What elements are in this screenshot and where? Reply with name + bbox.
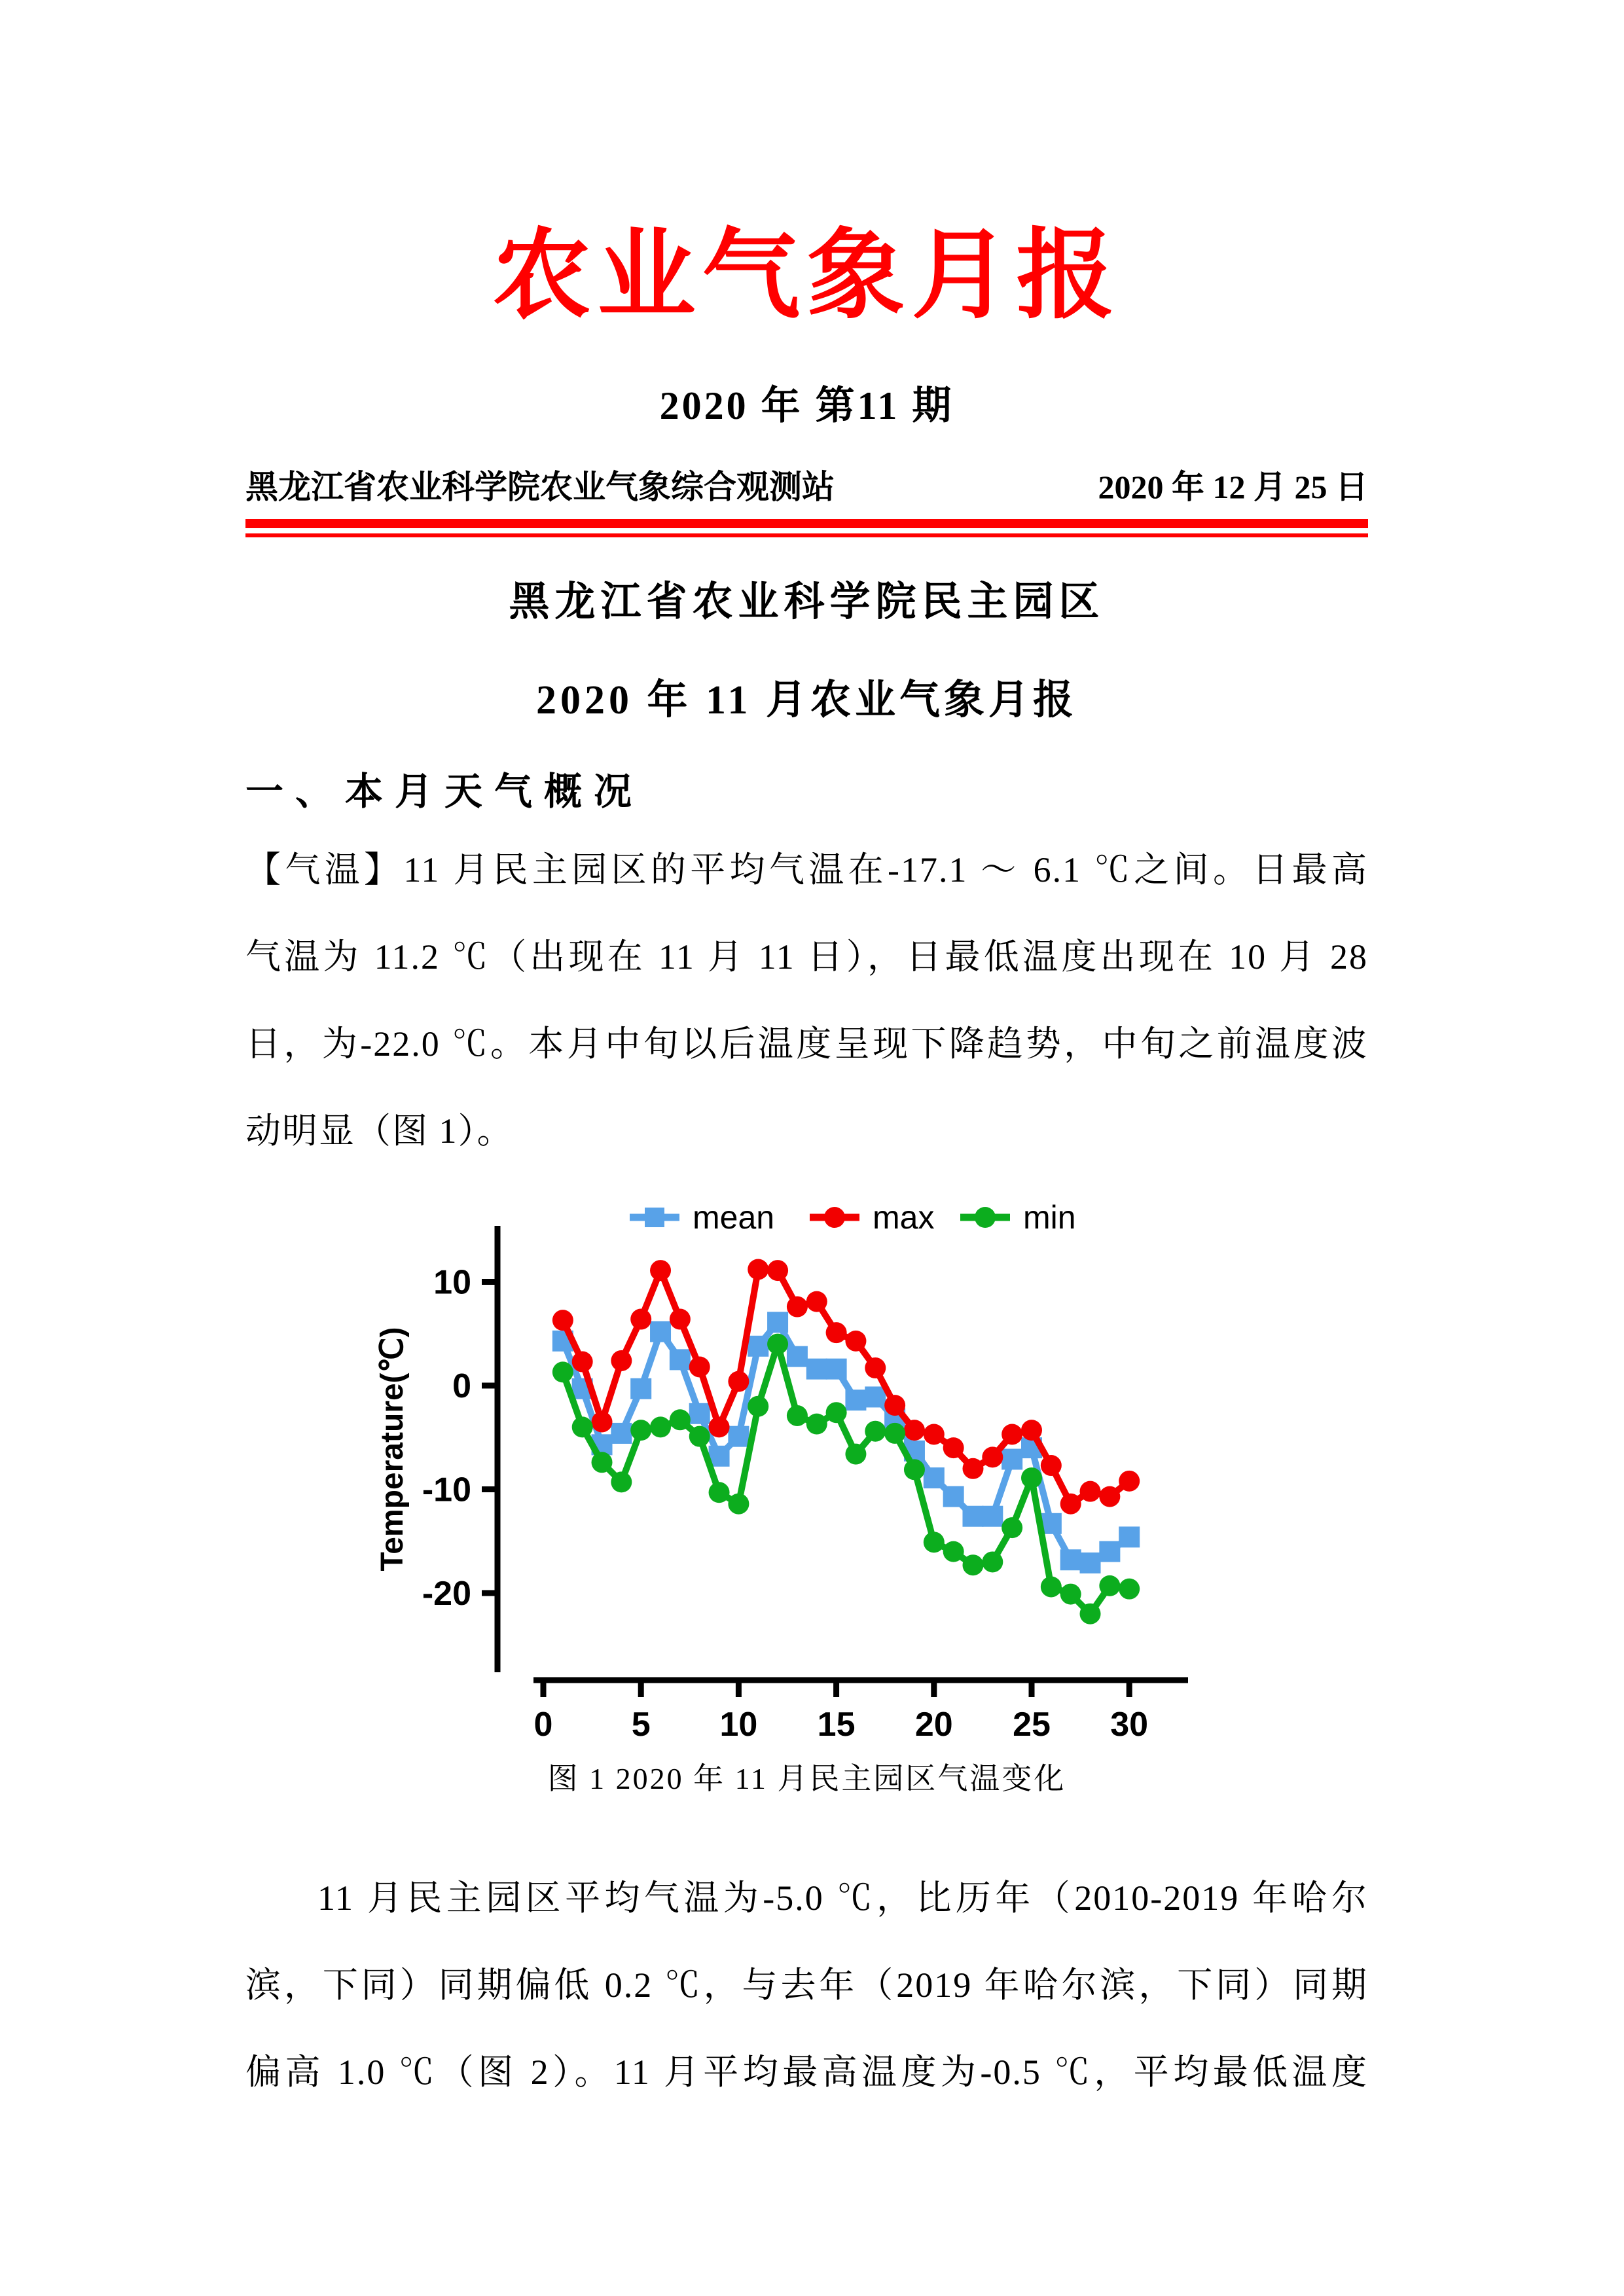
heading-report: 2020 年 11 月农业气象月报 <box>535 678 1078 723</box>
figure1-caption: 图 1 2020 年 11 月民主园区气温变化 <box>547 1762 1066 1795</box>
heading-campus: 黑龙江省农业科学院民主园区 <box>509 580 1105 624</box>
paragraph-line: 动明显（图 1）。 <box>245 1111 514 1151</box>
svg-text:0: 0 <box>533 1706 553 1744</box>
paragraph-line: 滨，下同）同期偏低 0.2 ℃，与去年（2019 年哈尔滨，下同）同期 <box>245 1965 1368 2005</box>
figure1-chart <box>353 1191 1218 1767</box>
svg-text:max: max <box>873 1199 935 1236</box>
paragraph-temperature <box>245 827 1368 1175</box>
svg-text:Temperature(℃): Temperature(℃) <box>375 1327 410 1571</box>
paragraph-line: 【气温】11 月民主园区的平均气温在-17.1 ～ 6.1 ℃之间。日最高 <box>245 850 1368 889</box>
svg-text:mean: mean <box>693 1199 775 1236</box>
station-name: 黑龙江省农业科学院农业气象综合观测站 <box>245 469 835 505</box>
paragraph-line: 偏高 1.0 ℃（图 2）。11 月平均最高温度为-0.5 ℃，平均最低温度 <box>245 2053 1368 2092</box>
svg-text:10: 10 <box>433 1263 471 1302</box>
paragraph-line: 日，为-22.0 ℃。本月中旬以后温度呈现下降趋势，中旬之前温度波 <box>245 1024 1368 1064</box>
paragraph-line: 气温为 11.2 ℃（出现在 11 月 11 日），日最低温度出现在 10 月 28 <box>245 937 1368 977</box>
masthead <box>245 458 1368 511</box>
section-heading-weather: 一、本月天气概况 <box>245 770 644 813</box>
svg-text:-20: -20 <box>422 1575 471 1613</box>
red-rule-thin <box>245 533 1368 537</box>
svg-text:min: min <box>1023 1199 1076 1236</box>
svg-text:5: 5 <box>631 1706 651 1744</box>
svg-text:10: 10 <box>719 1706 758 1744</box>
svg-text:15: 15 <box>817 1706 856 1744</box>
report-date: 2020 年 12 月 25 日 <box>1098 469 1368 505</box>
paragraph-line: 11 月民主园区平均气温为-5.0 ℃，比历年（2010-2019 年哈尔 <box>317 1878 1368 1918</box>
svg-text:20: 20 <box>914 1706 953 1744</box>
svg-text:30: 30 <box>1110 1706 1149 1744</box>
issue-line: 2020 年 第11 期 <box>659 384 954 427</box>
red-rule-thick <box>245 519 1368 528</box>
temperature-line-chart <box>353 1191 1218 1767</box>
paragraph-comparison <box>245 1855 1368 2116</box>
svg-text:25: 25 <box>1013 1706 1051 1744</box>
svg-text:-10: -10 <box>422 1471 471 1509</box>
doc-title: 农业气象月报 <box>492 222 1121 331</box>
svg-text:0: 0 <box>452 1367 471 1405</box>
